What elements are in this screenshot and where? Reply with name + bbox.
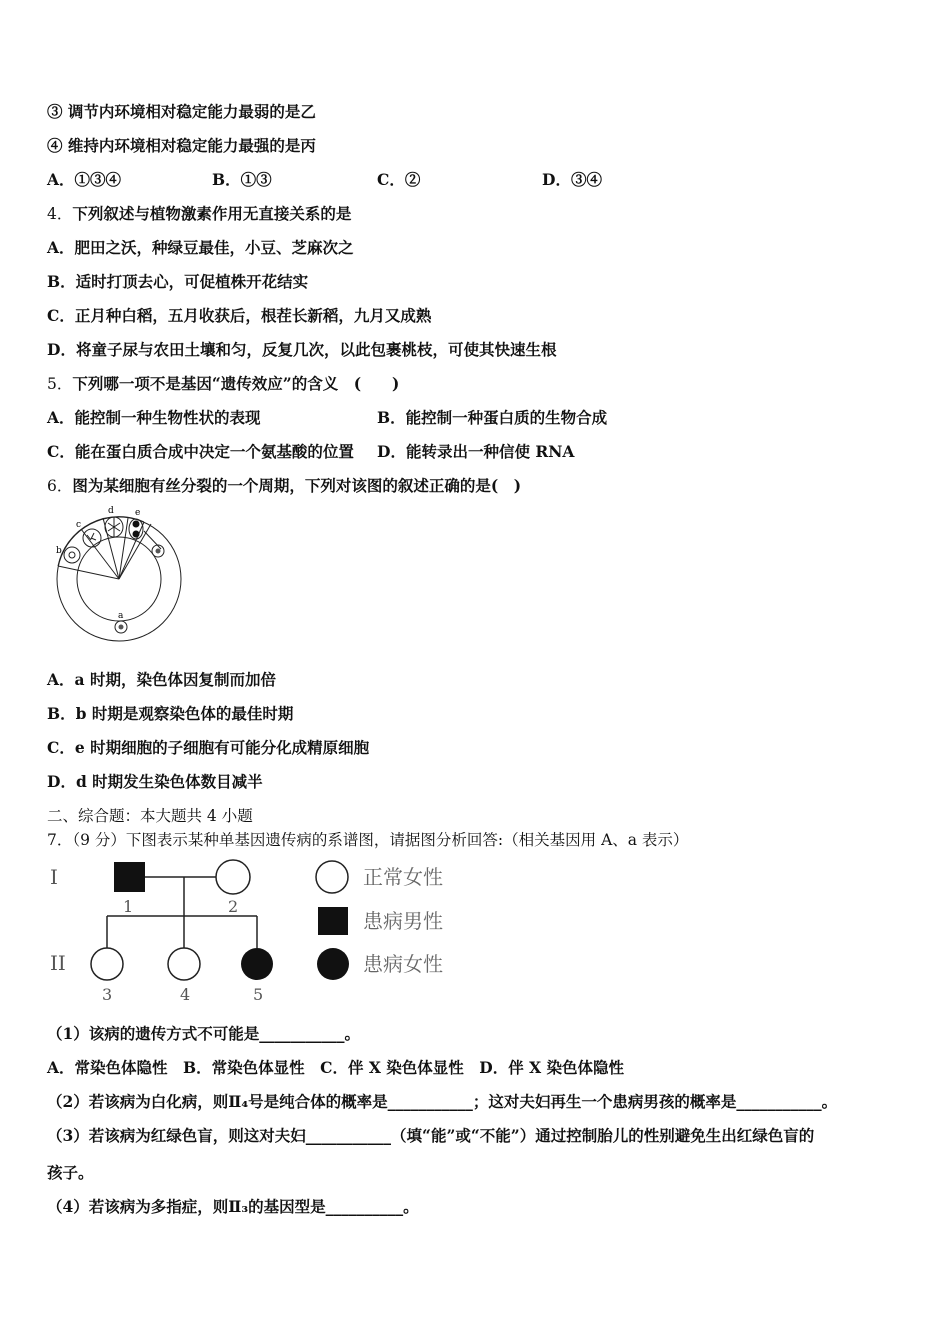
id-3: 3 xyxy=(102,985,113,1004)
cell-e-nucleus-bottom xyxy=(133,531,140,538)
sector-line-1 xyxy=(58,566,119,579)
q6-option-b: B．b 时期是观察染色体的最佳时期 xyxy=(47,704,294,723)
cell-cycle-figure xyxy=(48,503,188,645)
cell-f-nucleus xyxy=(156,549,161,554)
q5-option-d: D．能转录出一种信使 RNA xyxy=(377,442,575,461)
label-a: a xyxy=(118,611,124,621)
q7-sub-4: （4）若该病为多指症，则Ⅱ₃的基因型是__________。 xyxy=(47,1197,419,1216)
q5-option-a: A．能控制一种生物性状的表现 xyxy=(47,408,261,427)
label-c: c xyxy=(76,520,82,530)
generation-I-label: I xyxy=(50,865,58,889)
id-1: 1 xyxy=(123,897,134,916)
q5-option-c: C．能在蛋白质合成中决定一个氨基酸的位置 xyxy=(47,442,354,461)
cell-e-nucleus-top xyxy=(133,521,140,528)
q6-number: 6． xyxy=(47,477,73,495)
q5-option-b: B．能控制一种蛋白质的生物合成 xyxy=(377,408,608,427)
label-b: b xyxy=(56,546,62,556)
q7-number: 7． xyxy=(47,831,73,849)
legend-affected-male-symbol xyxy=(318,907,348,935)
q5-stem-text: 下列哪一项不是基因“遗传效应”的含义 ( ) xyxy=(72,374,400,393)
q7-sub-1: （1）该病的遗传方式不可能是___________。 xyxy=(47,1024,361,1043)
q6-stem xyxy=(47,476,521,496)
q4-option-a: A．肥田之沃，种绿豆最佳，小豆、芝麻次之 xyxy=(47,238,354,257)
legend-normal-female-label: 正常女性 xyxy=(363,865,443,889)
q5-number: 5． xyxy=(47,375,73,393)
label-d: d xyxy=(108,506,114,516)
q3-option-a: A．①③④ xyxy=(47,170,122,189)
q4-stem xyxy=(47,204,351,224)
legend-affected-female-label: 患病女性 xyxy=(363,952,443,976)
q3-option-b: B．①③ xyxy=(212,170,272,189)
q4-stem-text: 下列叙述与植物激素作用无直接关系的是 xyxy=(72,204,352,223)
id-5: 5 xyxy=(253,985,264,1004)
individual-I-2 xyxy=(216,860,250,894)
q7-stem-text: 下图表示某种单基因遗传病的系谱图，请据图分析回答:（相关基因用 A、a 表示） xyxy=(125,831,689,849)
legend-normal-female-symbol xyxy=(316,861,348,893)
q7-sub-3-line-2: 孩子。 xyxy=(47,1163,94,1182)
q4-option-b: B．适时打顶去心，可促植株开花结实 xyxy=(47,272,309,291)
section-2-heading: 二、综合题：本大题共 4 小题 xyxy=(47,807,253,825)
q7-sub-3-line-1: （3）若该病为红绿色盲，则这对夫妇___________（填“能”或“不能”）通过控制胎儿的性别避免生出红绿色盲的 xyxy=(47,1126,815,1145)
q5-stem xyxy=(47,374,399,394)
label-e: e xyxy=(135,508,141,518)
statement-4: ④ 维持内环境相对稳定能力最强的是丙 xyxy=(47,136,316,155)
q6-stem-text: 图为某细胞有丝分裂的一个周期，下列对该图的叙述正确的是( ) xyxy=(72,476,522,495)
arrow-line xyxy=(144,531,161,549)
statement-3: ③ 调节内环境相对稳定能力最弱的是乙 xyxy=(47,102,316,121)
cell-b-nucleus xyxy=(69,552,75,558)
q7-sub-2: （2）若该病为白化病，则Ⅱ₄号是纯合体的概率是___________；这对夫妇再生一个患病男孩的概率是___________。 xyxy=(47,1092,838,1111)
id-4: 4 xyxy=(180,985,191,1004)
cell-a-nucleus xyxy=(119,625,124,630)
q7-stem xyxy=(47,830,688,850)
q4-number: 4． xyxy=(47,205,73,223)
q3-option-d: D．③④ xyxy=(542,170,602,189)
individual-II-4 xyxy=(168,948,200,980)
cell-b xyxy=(64,547,80,563)
individual-II-5 xyxy=(241,948,273,980)
pedigree-figure xyxy=(44,858,464,1008)
q6-option-a: A．a 时期，染色体因复制而加倍 xyxy=(47,670,276,689)
legend-affected-male-label: 患病男性 xyxy=(363,909,443,933)
generation-II-label: II xyxy=(50,951,66,975)
id-2: 2 xyxy=(228,897,239,916)
cell-d-spindle xyxy=(108,517,120,537)
q4-option-d: D．将童子尿与农田土壤和匀，反复几次，以此包裹桃枝，可使其快速生根 xyxy=(47,340,557,359)
q4-option-c: C．正月种白稻，五月收获后，根茬长新稻，九月又成熟 xyxy=(47,306,432,325)
q3-option-c: C．② xyxy=(377,170,421,189)
individual-I-1 xyxy=(114,862,145,892)
q6-option-c: C．e 时期细胞的子细胞有可能分化成精原细胞 xyxy=(47,738,370,757)
q7-sub-1-options: A．常染色体隐性 B．常染色体显性 C．伴 X 染色体显性 D．伴 X 染色体隐性 xyxy=(47,1058,625,1077)
individual-II-3 xyxy=(91,948,123,980)
q6-option-d: D．d 时期发生染色体数目减半 xyxy=(47,772,263,791)
q7-score: （9 分） xyxy=(72,831,126,849)
legend-affected-female-symbol xyxy=(317,948,349,980)
